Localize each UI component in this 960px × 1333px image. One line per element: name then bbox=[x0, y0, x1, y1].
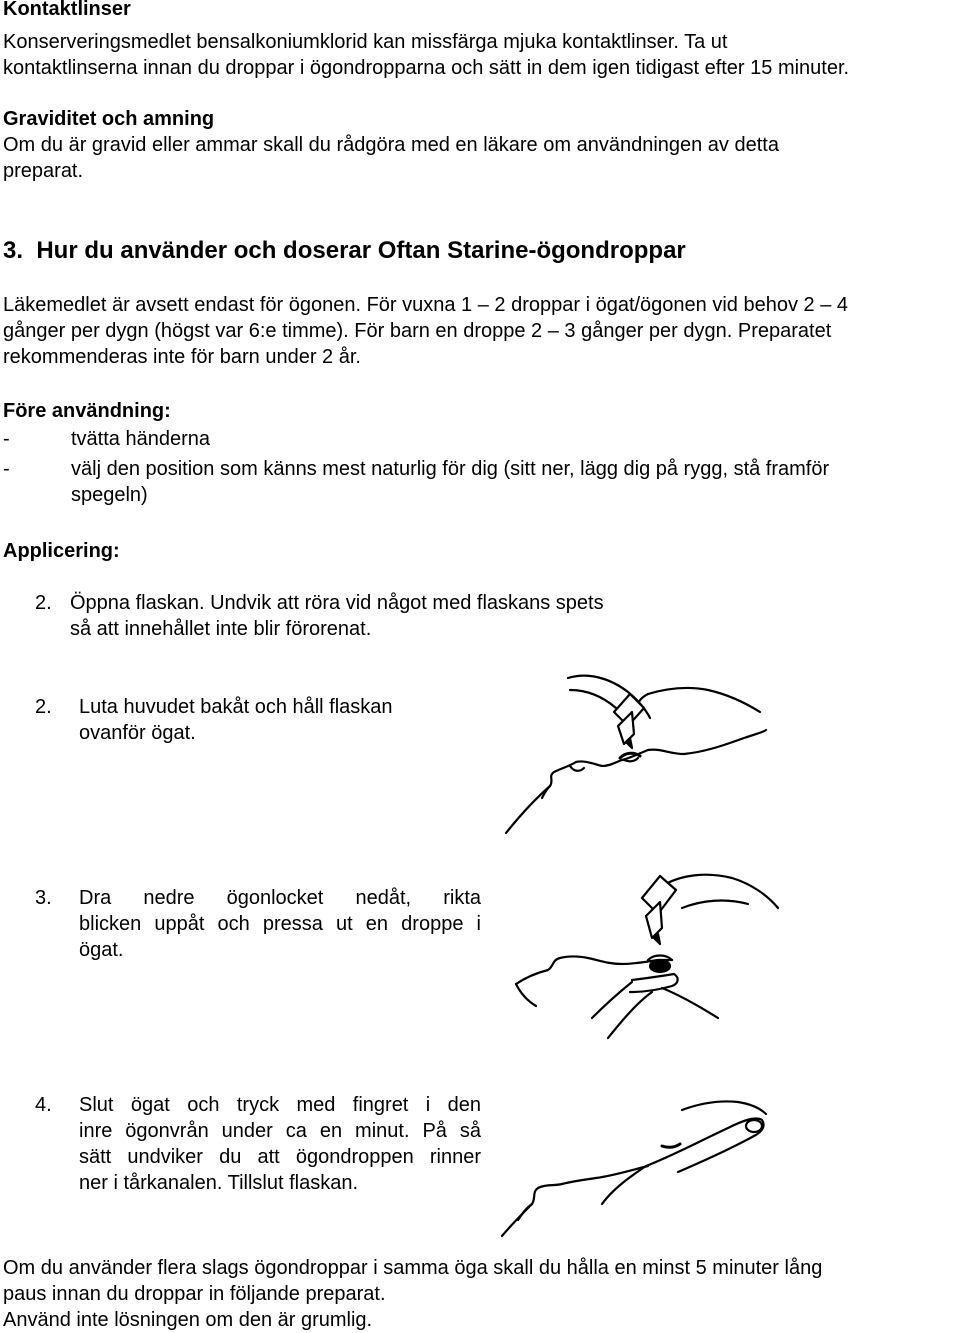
step-text-line: ovanför ögat. bbox=[79, 722, 196, 744]
tilt-head-bottle-illustration bbox=[498, 668, 768, 838]
step-text-line: Dra nedre ögonlocket nedåt, rikta bbox=[79, 887, 481, 909]
before-use-item-position bbox=[3, 456, 829, 508]
pull-eyelid-drop-illustration bbox=[512, 868, 780, 1054]
contact-lenses-text-line2: kontaktlinserna innan du droppar i ögondropparna och sätt in dem igen tidigast efter 15 minuter. bbox=[3, 57, 850, 79]
step-text-line: sätt undviker du att ögondroppen rinner bbox=[79, 1146, 481, 1168]
list-item-text: tvätta händerna bbox=[71, 428, 210, 450]
step-number: 3. bbox=[35, 887, 52, 909]
closing-text-line2: paus innan du droppar in följande preparat. bbox=[3, 1283, 386, 1305]
closing-text-line3: Använd inte lösningen om den är grumlig. bbox=[3, 1309, 373, 1331]
application-heading: Applicering: bbox=[3, 540, 120, 562]
application-step-tilt-head bbox=[35, 694, 393, 746]
closing-text-line1: Om du använder flera slags ögondroppar i samma öga skall du hålla en minst 5 minuter lång bbox=[3, 1257, 823, 1279]
before-use-item-wash-hands bbox=[3, 426, 210, 452]
step-text bbox=[70, 590, 604, 642]
step-number: 2. bbox=[35, 592, 52, 614]
list-dash-marker: - bbox=[3, 428, 10, 450]
list-item-line: spegeln) bbox=[71, 484, 148, 506]
step-text bbox=[79, 885, 481, 963]
pregnancy-text-line2: preparat. bbox=[3, 160, 84, 182]
list-dash-marker: - bbox=[3, 458, 10, 480]
step-text-line: Öppna flaskan. Undvik att röra vid något med flaskans spets bbox=[70, 592, 604, 614]
press-inner-corner-illustration bbox=[492, 1086, 768, 1242]
step-number: 4. bbox=[35, 1094, 52, 1116]
pregnancy-text-line1: Om du är gravid eller ammar skall du rådgöra med en läkare om användningen av detta bbox=[3, 134, 779, 156]
step-text-line: Slut ögat och tryck med fingret i den bbox=[79, 1094, 481, 1116]
step-text-line: ögat. bbox=[79, 939, 124, 961]
contact-lenses-heading: Kontaktlinser bbox=[3, 0, 131, 20]
step-text-line: inre ögonvrån under ca en minut. På så bbox=[79, 1120, 481, 1142]
dosage-text-line2: gånger per dygn (högst var 6:e timme). För barn en droppe 2 – 3 gånger per dygn. Preparatet bbox=[3, 320, 832, 342]
list-item-text bbox=[71, 456, 829, 508]
step-text bbox=[79, 694, 393, 746]
before-use-heading: Före användning: bbox=[3, 400, 171, 422]
dosage-text-line3: rekommenderas inte för barn under 2 år. bbox=[3, 346, 361, 368]
application-step-pull-eyelid bbox=[35, 885, 481, 963]
step-text-line: så att innehållet inte blir förorenat. bbox=[70, 618, 372, 640]
dosage-text-line1: Läkemedlet är avsett endast för ögonen. För vuxna 1 – 2 droppar i ögat/ögonen vid behov 2 – 4 bbox=[3, 294, 849, 316]
section3-heading: 3. Hur du använder och doserar Oftan Starine-ögondroppar bbox=[3, 237, 686, 264]
step-text-line: ner i tårkanalen. Tillslut flaskan. bbox=[79, 1172, 359, 1194]
application-step-open-bottle bbox=[35, 590, 604, 642]
step-text-line: Luta huvudet bakåt och håll flaskan bbox=[79, 696, 393, 718]
list-item-line: välj den position som känns mest naturlig för dig (sitt ner, lägg dig på rygg, stå framför bbox=[71, 458, 830, 480]
step-number: 2. bbox=[35, 696, 52, 718]
application-step-press-corner bbox=[35, 1092, 481, 1196]
step-text-line: blicken uppåt och pressa ut en droppe i bbox=[79, 913, 481, 935]
contact-lenses-text-line1: Konserveringsmedlet bensalkoniumklorid kan missfärga mjuka kontaktlinser. Ta ut bbox=[3, 31, 728, 53]
pregnancy-heading: Graviditet och amning bbox=[3, 108, 215, 130]
step-text bbox=[79, 1092, 481, 1196]
